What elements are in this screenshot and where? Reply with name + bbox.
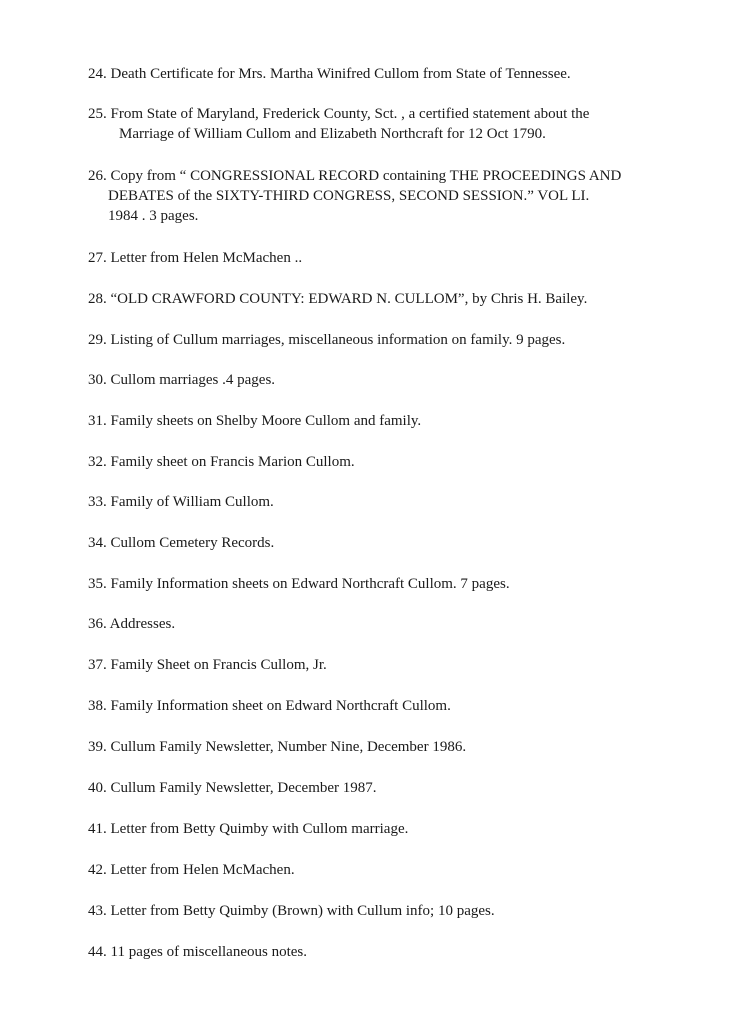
list-item [88,942,718,962]
list-item-line: 36. Addresses. [88,616,176,632]
list-item-line: 27. Letter from Helen McMachen .. [88,250,303,266]
list-item-line: 34. Cullom Cemetery Records. [88,535,275,551]
list-item-line: 39. Cullum Family Newsletter, Number Nine, December 1986. [88,739,467,755]
list-item [88,901,718,921]
list-item [88,778,718,798]
list-item-line: 28. “OLD CRAWFORD COUNTY: EDWARD N. CULLOM”, by Chris H. Bailey. [88,291,588,307]
list-item-line: 41. Letter from Betty Quimby with Cullom marriage. [88,821,409,837]
list-item [88,737,718,757]
list-item-line: DEBATES of the SIXTY-THIRD CONGRESS, SECOND SESSION.” VOL LI. [108,188,590,204]
list-item [88,860,718,880]
list-item [88,655,718,675]
list-item-line: 25. From State of Maryland, Frederick County, Sct. , a certified statement about the [88,106,590,122]
list-item [88,492,718,512]
list-item [88,64,718,84]
list-item-line: Marriage of William Cullom and Elizabeth Northcraft for 12 Oct 1790. [119,126,546,142]
list-item-line: 29. Listing of Cullum marriages, miscellaneous information on family. 9 pages. [88,332,566,348]
list-item-line: 1984 . 3 pages. [108,208,199,224]
list-item [88,166,718,226]
list-item [88,370,718,390]
list-item [88,819,718,839]
list-item-line: 24. Death Certificate for Mrs. Martha Winifred Cullom from State of Tennessee. [88,66,571,82]
list-item-line: 35. Family Information sheets on Edward Northcraft Cullom. 7 pages. [88,576,510,592]
list-item-line: 38. Family Information sheet on Edward Northcraft Cullom. [88,698,451,714]
list-item-line: 30. Cullom marriages .4 pages. [88,372,276,388]
list-item [88,104,718,144]
list-item-line: 33. Family of William Cullom. [88,494,274,510]
list-item-line: 31. Family sheets on Shelby Moore Cullom and family. [88,413,422,429]
list-item [88,248,718,268]
list-item [88,614,718,634]
list-item-line: 32. Family sheet on Francis Marion Cullom. [88,454,355,470]
list-item [88,574,718,594]
list-item [88,696,718,716]
list-item-line: 44. 11 pages of miscellaneous notes. [88,944,307,960]
list-item [88,330,718,350]
list-item-line: 37. Family Sheet on Francis Cullom, Jr. [88,657,327,673]
list-item [88,411,718,431]
list-item [88,289,718,309]
list-item-line: 26. Copy from “ CONGRESSIONAL RECORD containing THE PROCEEDINGS AND [88,168,622,184]
list-item [88,533,718,553]
list-item-line: 40. Cullum Family Newsletter, December 1987. [88,780,377,796]
list-item-line: 42. Letter from Helen McMachen. [88,862,295,878]
list-item [88,452,718,472]
list-item-line: 43. Letter from Betty Quimby (Brown) with Cullum info; 10 pages. [88,903,495,919]
